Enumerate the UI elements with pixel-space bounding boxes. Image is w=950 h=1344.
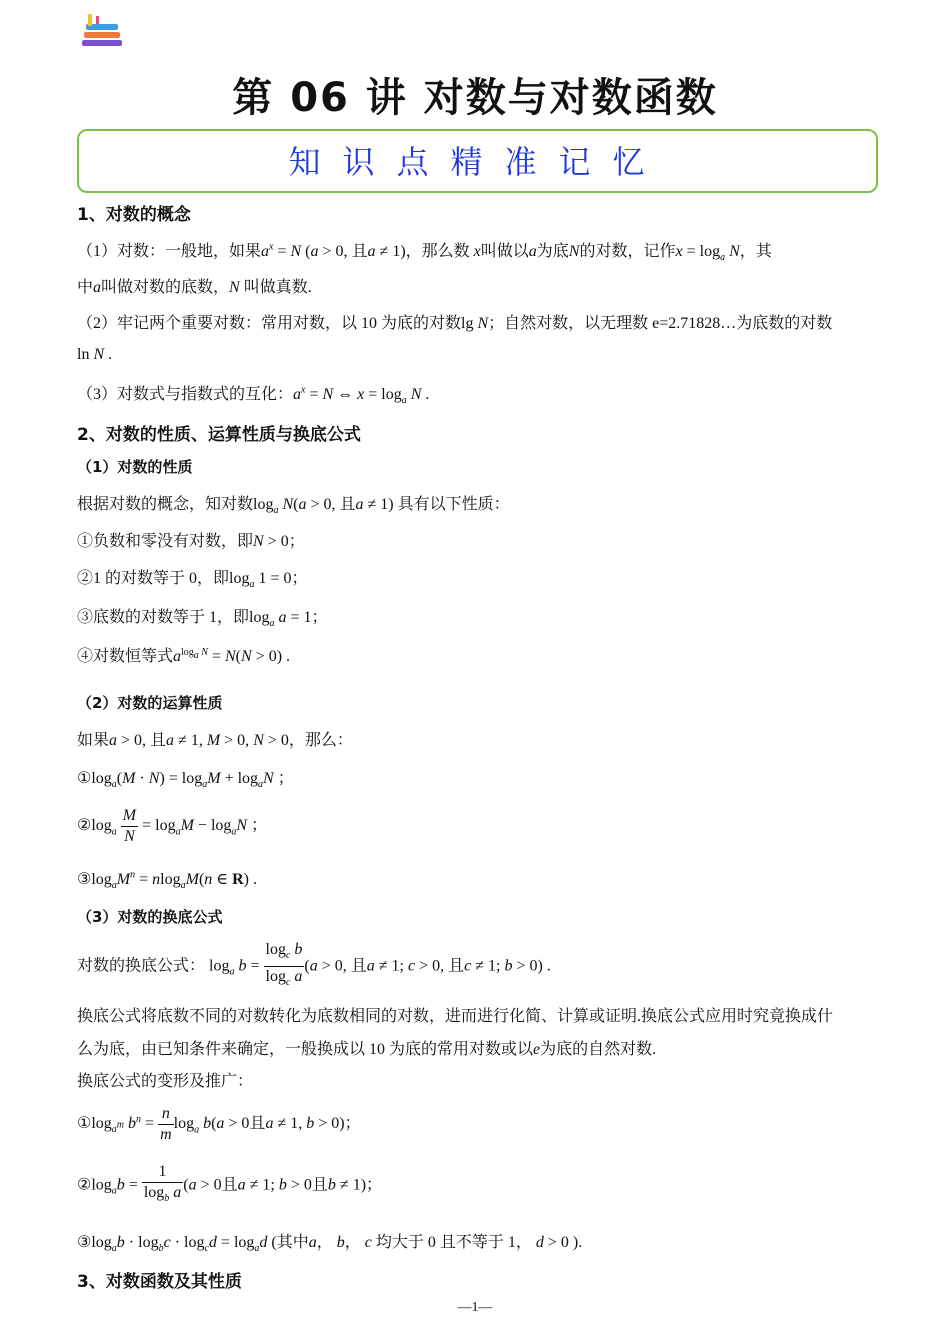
section-banner: 知识点精准记忆 (77, 129, 878, 193)
variant-2: $②\log_ab$ = $\frac{1}{\log_b a}$ (a > 0且a ≠ 1; b > 0且b ≠ 1)； (77, 1163, 383, 1205)
subheading-2-3: （3）对数的换底公式 (77, 908, 223, 926)
variant-1: $①\log_{a^m}$ $b^n$ = $\frac{n}{m}$ $\log_a b(a > 0$且a ≠ 1, b > 0)； (77, 1105, 361, 1143)
para-1a: （1）对数：一般地，如果$a^x = N$ (a > 0, 且a ≠ 1)，那么数 x叫做以a为底N的对数，记作$x = \log_a N$，其 (77, 241, 772, 264)
page-number: —1— (457, 1300, 493, 1315)
prop-3: ③底数的对数等于 1，即$\log_a a = 1$； (77, 609, 328, 630)
para-3: （3）对数式与指数式的互化：$a^x = N$ ⇔ $x = \log_a N$ . (77, 384, 430, 407)
para-1b: 中a叫做对数的底数，N 叫做真数. (77, 279, 312, 296)
para-t3: 换底公式的变形及推广： (77, 1073, 254, 1090)
page-title: 第 06 讲 对数与对数函数 (232, 75, 718, 121)
rule-intro: 如果a > 0, 且a ≠ 1, M > 0, N > 0，那么： (77, 732, 353, 749)
heading-3: 3、对数函数及其性质 (77, 1272, 242, 1292)
prop-1: ①负数和零没有对数，即N > 0； (77, 533, 305, 550)
para-t1: 换底公式将底数不同的对数转化为底数相同的对数，进而进行化简、计算或证明.换底公式应用时究竟换成什 (77, 1008, 834, 1025)
change-base-formula: 对数的换底公式： $\log_a b$ = $\frac{\log_c b}{\log_c a}$ (a > 0, 且a ≠ 1; c > 0, 且c ≠ 1; b > 0) . (77, 941, 551, 989)
rule-2: $②\log_a$ $\frac{M}{N}$ = $\log_aM - \log_aN$ ； (77, 807, 268, 845)
subheading-2-1: （1）对数的性质 (77, 458, 193, 476)
rule-1: $①\log_a(M \cdot N) = \log_aM + \log_aN$ ； (77, 770, 294, 791)
para-2b: ln N . (77, 346, 113, 363)
document-logo (80, 10, 128, 50)
heading-1: 1、对数的概念 (77, 205, 191, 225)
prop-2: ②1 的对数等于 0，即$\log_a 1 = 0$； (77, 570, 308, 591)
subheading-2-2: （2）对数的运算性质 (77, 694, 223, 712)
heading-2: 2、对数的性质、运算性质与换底公式 (77, 425, 361, 445)
prop-4: ④对数恒等式$a^{log_a N} = N(N > 0)$ . (77, 646, 291, 665)
variant-3: $③\log_ab \cdot \log_bc \cdot \log_cd = \log_ad$ (其中a， b， c 均大于 0 且不等于 1， d > 0 ). (77, 1234, 583, 1255)
prop-intro: 根据对数的概念，知对数$\log_a N(a > 0$, 且a ≠ 1) 具有以下性质： (77, 496, 510, 517)
rule-3: $③\log_aM^n = nlog_aM(n$ ∈ R) . (77, 869, 257, 892)
para-2a: （2）牢记两个重要对数：常用对数，以 10 为底的对数lg N；自然对数，以无理数 e=2.71828…为底数的对数 (77, 315, 833, 332)
para-t2: 么为底，由已知条件来确定，一般换成以 10 为底的常用对数或以e为底的自然对数. (77, 1041, 657, 1058)
